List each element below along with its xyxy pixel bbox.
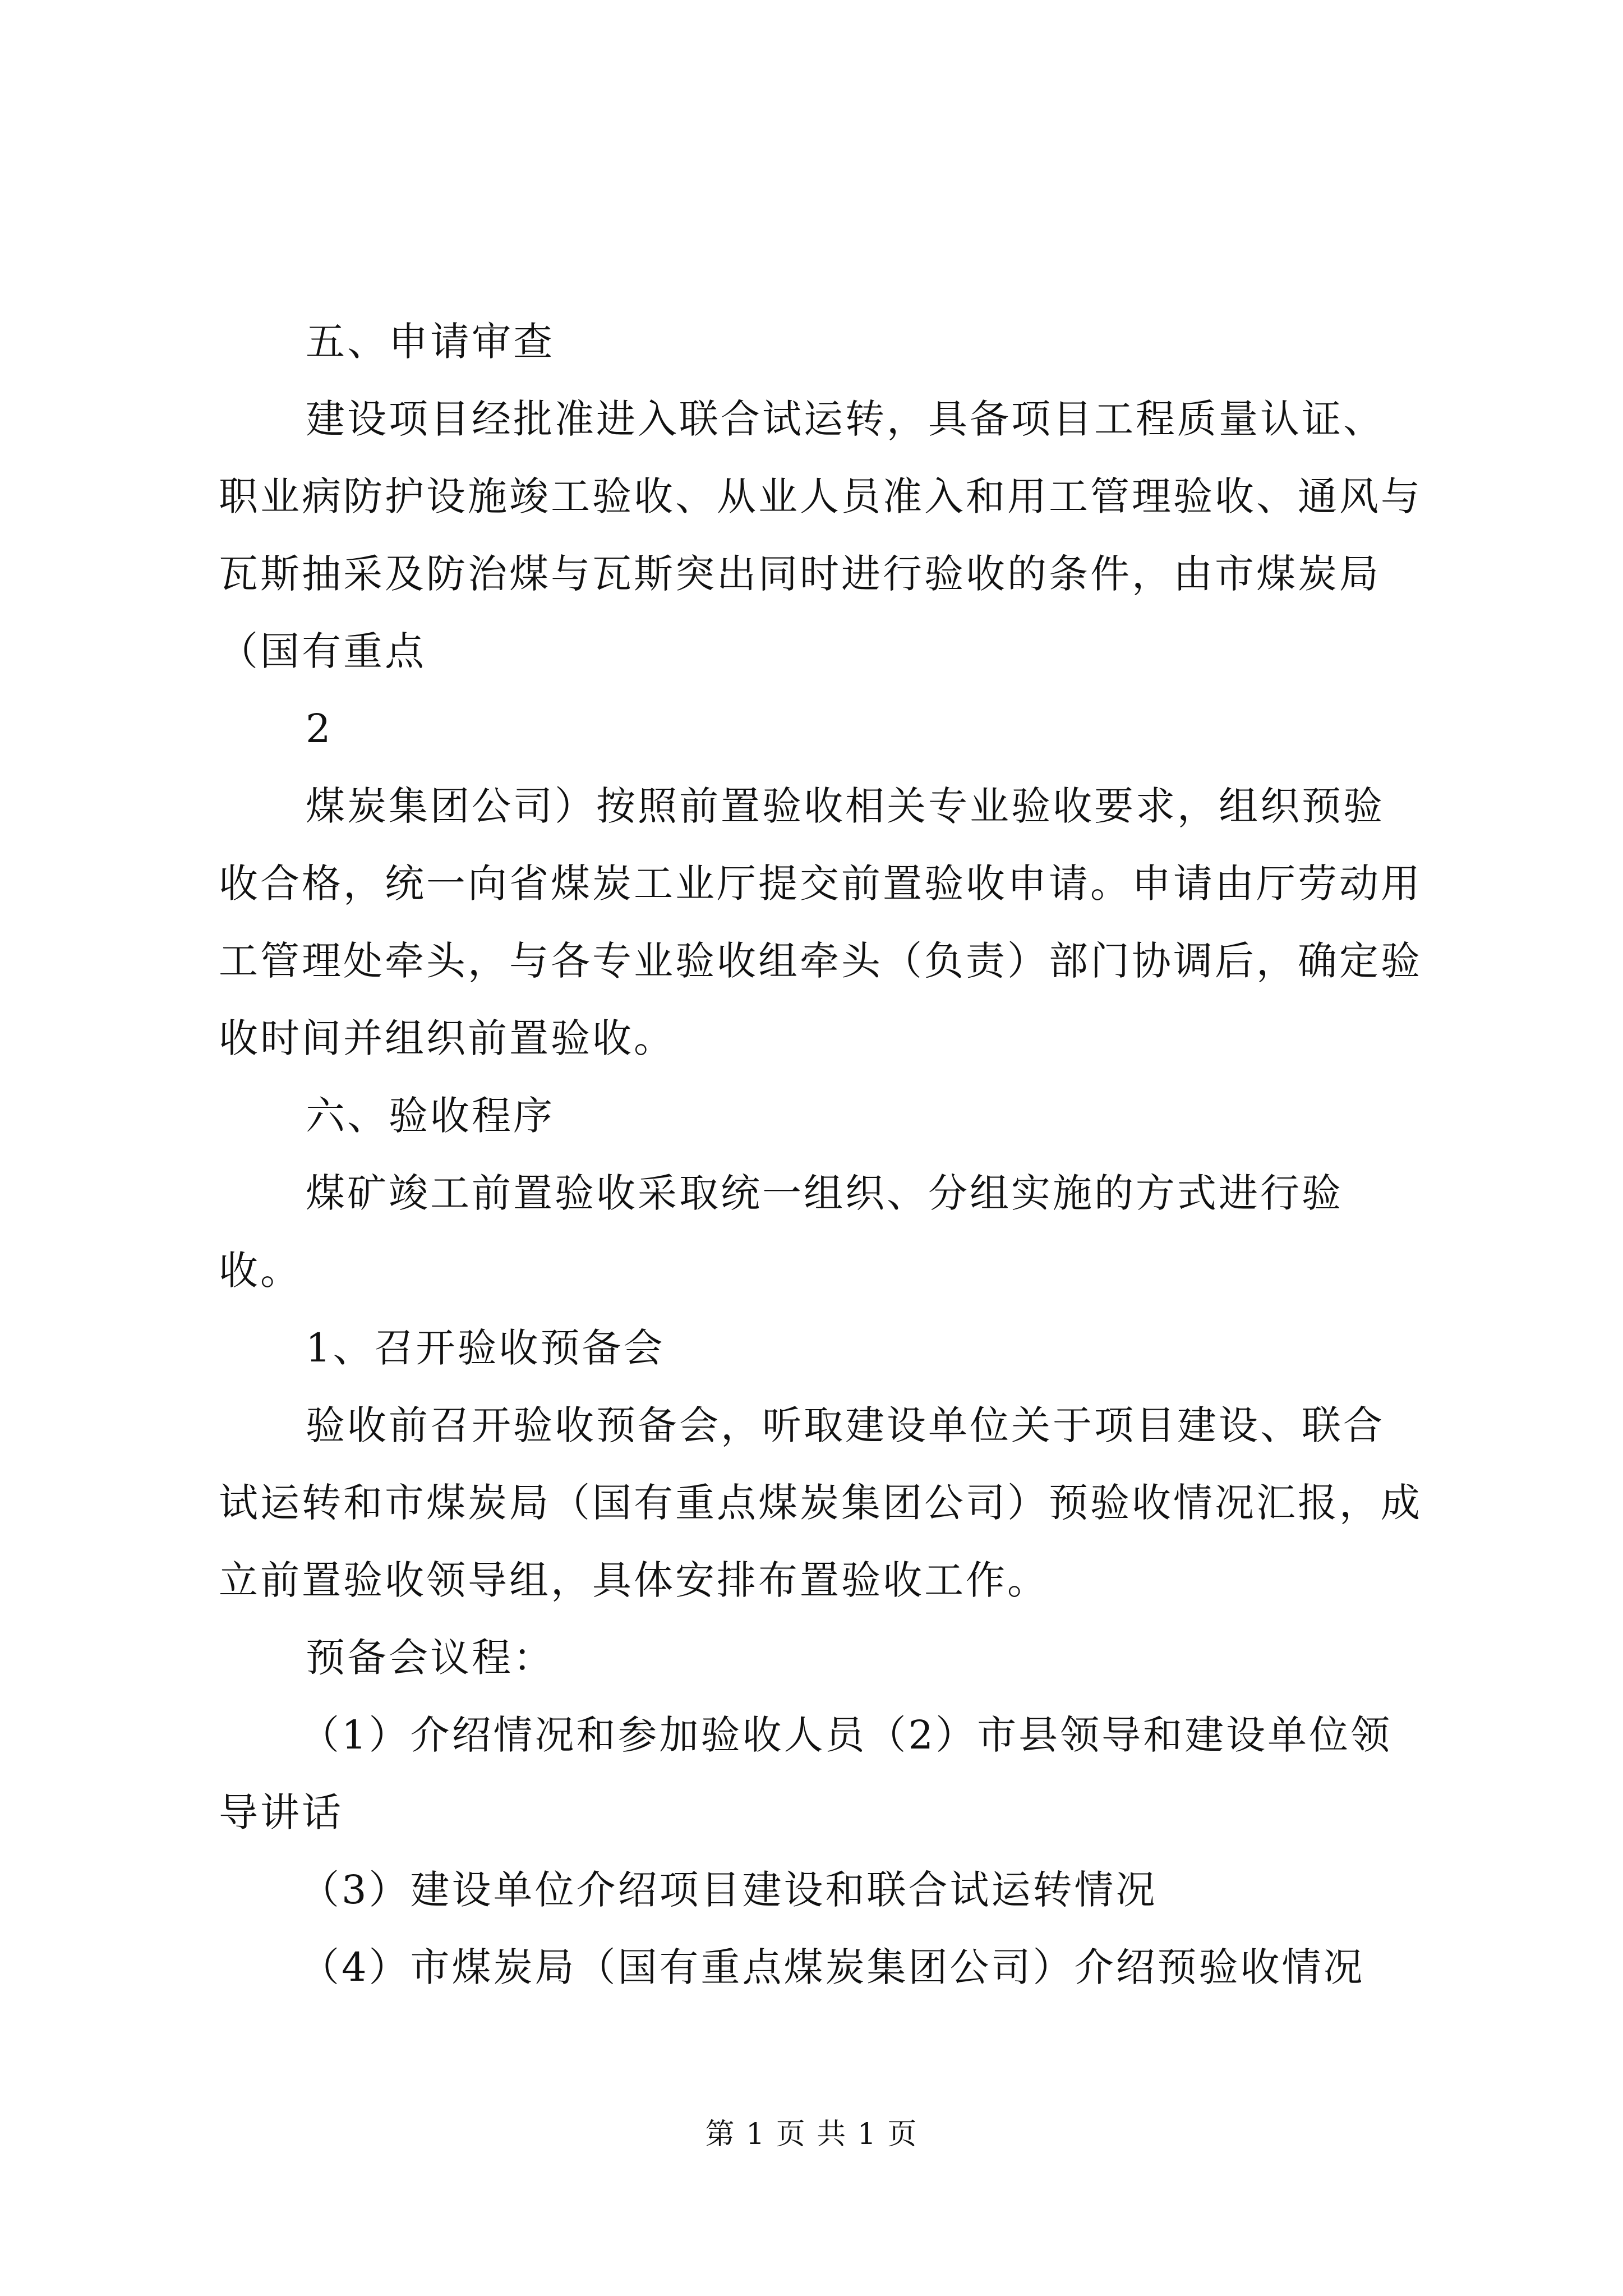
paragraph-conditions: 建设项目经批准进入联合试运转，具备项目工程质量认证、职业病防护设施竣工验收、从业人员准入和用工管理验收、通风与瓦斯抽采及防治煤与瓦斯突出同时进行验收的条件，由市煤炭局（国有重点 (219, 396, 1422, 674)
paragraph-preparatory-meeting: 验收前召开验收预备会，听取建设单位关于项目建设、联合试运转和市煤炭局（国有重点煤炭集团公司）预验收情况汇报，成立前置验收领导组，具体安排布置验收工作。 (219, 1402, 1422, 1603)
agenda-item-3: （3）建设单位介绍项目建设和联合试运转情况 (300, 1867, 1158, 1913)
agenda-item-1-2: （1）介绍情况和参加验收人员（2）市县领导和建设单位领导讲话 (219, 1712, 1393, 1835)
document-body (219, 303, 1424, 2006)
heading-preparatory-meeting: 1、召开验收预备会 (306, 1325, 665, 1371)
heading-acceptance-procedure: 六、验收程序 (306, 1093, 555, 1139)
inline-page-number: 2 (306, 706, 333, 752)
paragraph-pre-acceptance: 煤炭集团公司）按照前置验收相关专业验收要求，组织预验收合格，统一向省煤炭工业厅提交前置验收申请。申请由厅劳动用工管理处牵头，与各专业验收组牵头（负责）部门协调后，确定验收时间并组织前置验收。 (219, 783, 1422, 1061)
agenda-title: 预备会议程： (306, 1635, 555, 1681)
page-footer: 第 1 页 共 1 页 (705, 2118, 918, 2151)
paragraph-acceptance-method: 煤矿竣工前置验收采取统一组织、分组实施的方式进行验收。 (219, 1170, 1343, 1294)
agenda-item-4: （4）市煤炭局（国有重点煤炭集团公司）介绍预验收情况 (300, 1944, 1365, 1990)
heading-application-review: 五、申请审查 (306, 319, 555, 365)
